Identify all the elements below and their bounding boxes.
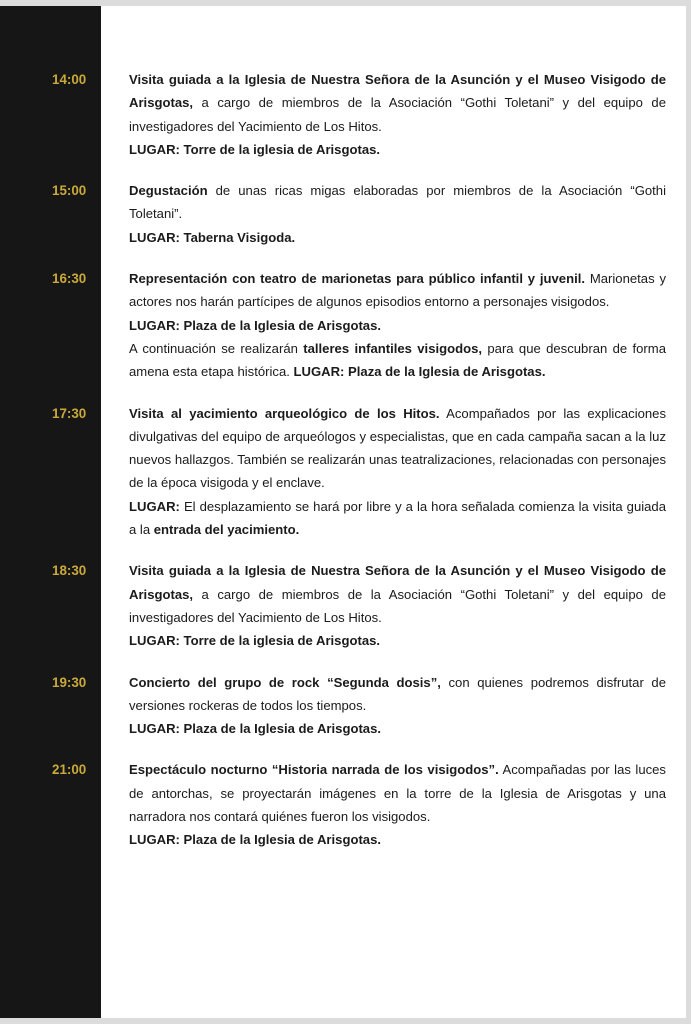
event-text: con quienes podremos disfrutar de versiones rockeras de todos los tiempos. (129, 674, 666, 713)
event-1400 (0, 68, 686, 161)
event-location: LUGAR: Torre de la iglesia de Arisgotas. (129, 141, 381, 157)
event-title: Visita al yacimiento arqueológico de los Hitos. (129, 405, 440, 421)
extra-text: A continuación se realizarán (129, 340, 304, 356)
event-title: Representación con teatro de marionetas para público infantil y juvenil. (129, 271, 586, 287)
event-description (129, 68, 666, 138)
event-location: LUGAR: Plaza de la Iglesia de Arisgotas. (129, 832, 382, 848)
location-label: LUGAR: (129, 498, 180, 514)
event-title: Espectáculo nocturno “Historia narrada de los visigodos”. (129, 762, 499, 778)
event-title: Visita guiada a la Iglesia de Nuestra Señora de la Asunción y el Museo Visigodo de Arisgotas, (129, 72, 666, 111)
event-time: 14:00 (52, 72, 87, 87)
event-text: Marionetas y actores nos harán partícipes de algunos episodios entorno a personajes visigodos. (129, 271, 666, 310)
event-text: a cargo de miembros de la Asociación “Gothi Toletani” y del equipo de investigadores del Yacimiento de Los Hitos. (129, 95, 666, 134)
extra-text: para que descubran de forma amena esta etapa histórica. (129, 340, 666, 380)
event-description (129, 267, 666, 314)
event-list (0, 68, 686, 852)
event-description (129, 402, 666, 495)
event-1730 (0, 402, 686, 542)
event-text: de unas ricas migas elaboradas por miembros de la Asociación “Gothi Toletani”. (129, 183, 666, 222)
event-1630 (0, 267, 686, 383)
event-description (129, 758, 666, 828)
extra-location: LUGAR: Plaza de la Iglesia de Arisgotas. (293, 364, 546, 380)
event-time: 17:30 (52, 405, 87, 421)
event-title: Degustación (129, 183, 208, 199)
event-1930 (0, 671, 686, 741)
event-time: 16:30 (52, 271, 87, 287)
event-location: LUGAR: Torre de la iglesia de Arisgotas. (129, 633, 381, 649)
location-text: El desplazamiento se hará por libre y a la hora señalada comienza la visita guiada a la (129, 498, 666, 538)
event-extra (129, 337, 666, 384)
extra-highlight: talleres infantiles visigodos, (303, 340, 483, 356)
event-location: LUGAR: Taberna Visigoda. (129, 229, 296, 245)
event-location: LUGAR: Plaza de la Iglesia de Arisgotas. (129, 721, 382, 737)
event-text: Acompañadas por las luces de antorchas, se proyectarán imágenes en la torre de la Iglesia de Arisgotas y una narradora nos contará quiénes fueron los visigodos. (129, 762, 666, 825)
event-title: Visita guiada a la Iglesia de Nuestra Señora de la Asunción y el Museo Visigodo de Arisgotas, (129, 563, 666, 602)
program-page (0, 6, 686, 1018)
event-time: 19:30 (52, 674, 87, 690)
event-1830 (0, 559, 686, 652)
event-description (129, 559, 666, 629)
event-time: 21:00 (52, 762, 87, 778)
event-description (129, 179, 666, 226)
event-location (129, 495, 666, 542)
event-text: a cargo de miembros de la Asociación “Gothi Toletani” y del equipo de investigadores del Yacimiento de Los Hitos. (129, 586, 666, 625)
event-time: 18:30 (52, 563, 87, 579)
event-title: Concierto del grupo de rock “Segunda dosis”, (129, 674, 441, 690)
location-highlight: entrada del yacimiento. (153, 522, 300, 538)
event-text: Acompañados por las explicaciones divulgativas del equipo de arqueólogos y especialistas, que en cada campaña sacan a la luz nuevos hallazgos. También se realizarán unas teatralizaciones, relacionadas con personajes de la época visigoda y el enclave. (129, 405, 666, 491)
event-1500 (0, 179, 686, 249)
event-2100 (0, 758, 686, 851)
event-location: LUGAR: Plaza de la Iglesia de Arisgotas. (129, 317, 382, 333)
event-time: 15:00 (52, 183, 87, 199)
event-description (129, 671, 666, 718)
